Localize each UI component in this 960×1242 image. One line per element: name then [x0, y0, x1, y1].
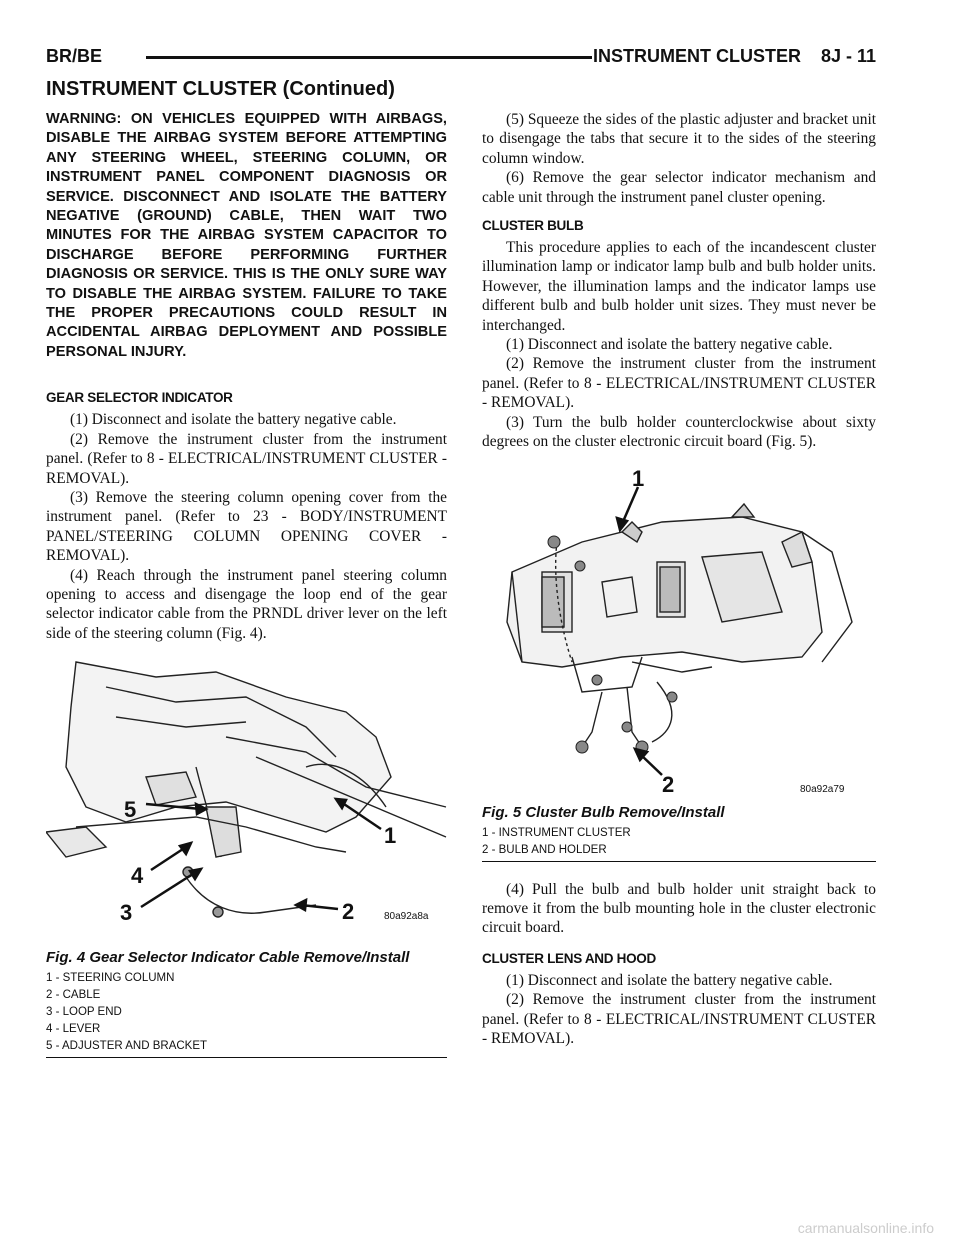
figure-4-caption: Fig. 4 Gear Selector Indicator Cable Remove/Install [46, 949, 410, 967]
callout-3: 3 [120, 900, 133, 926]
lens-step-1: (1) Disconnect and isolate the battery negative cable. [506, 971, 833, 989]
figure-5 [482, 462, 876, 862]
step-6: (6) Remove the gear selector indicator mechanism and cable unit through the instrument panel cluster opening. [482, 169, 876, 206]
header-model: BR/BE [46, 46, 103, 66]
legend-item: 3 - LOOP END [46, 1006, 122, 1019]
continued-title: INSTRUMENT CLUSTER (Continued) [46, 78, 395, 100]
legend-item: 2 - BULB AND HOLDER [482, 843, 607, 856]
section-title-cluster-bulb: CLUSTER BULB [482, 218, 584, 234]
section-title-gear-selector: GEAR SELECTOR INDICATOR [46, 390, 233, 406]
bulb-step-4: (4) Pull the bulb and bulb holder unit straight back to remove it from the bulb mounting hole in the cluster electronic circuit board. [482, 880, 876, 937]
page-header [46, 44, 876, 70]
legend-item: 4 - LEVER [46, 1023, 101, 1036]
site-watermark: carmanualsonline.info [797, 1220, 934, 1236]
legend-item: 5 - ADJUSTER AND BRACKET [46, 1040, 208, 1053]
callout-1: 1 [384, 823, 397, 849]
figure-4-legend [46, 970, 447, 1055]
step-1: (1) Disconnect and isolate the battery negative cable. [70, 411, 397, 429]
section-title-lens-hood: CLUSTER LENS AND HOOD [482, 950, 656, 966]
left-column [46, 110, 447, 1058]
lens-step-2: (2) Remove the instrument cluster from the instrument panel. (Refer to 8 - ELECTRICAL/INSTRUMENT CLUSTER - REMOVAL). [482, 991, 876, 1047]
airbag-warning: WARNING: ON VEHICLES EQUIPPED WITH AIRBAGS, DISABLE THE AIRBAG SYSTEM BEFORE ATTEMPTING ANY STEERING WHEEL, STEERING COLUMN, OR INSTRUMENT PANEL COMPONENT DIAGNOSIS OR SERVICE. DISCONNECT AND ISOLATE THE BATTERY NEGATIVE (GROUND) CABLE, THEN WAIT TWO MINUTES FOR THE AIRBAG SYSTEM CAPACITOR TO DISCHARGE BEFORE PERFORMING FURTHER DIAGNOSIS OR SERVICE. THIS IS THE ONLY SURE WAY TO DISABLE THE AIRBAG SYSTEM. FAILURE TO TAKE THE PROPER PRECAUTIONS COULD RESULT IN ACCIDENTAL AIRBAG DEPLOYMENT AND POSSIBLE PERSONAL INJURY. [46, 111, 447, 360]
figure-4 [46, 657, 447, 1058]
figure-5-rule [482, 861, 876, 862]
step-3: (3) Remove the steering column opening cover from the instrument panel. (Refer to 23 - BODY/INSTRUMENT PANEL/STEERING COLUMN OPENING COVER - REMOVAL). [46, 488, 447, 565]
step-5: (5) Squeeze the sides of the plastic adjuster and bracket unit to disengage the tabs that secure it to the sides of the steering column window. [482, 111, 876, 167]
gear-selector-illustration [46, 657, 447, 947]
bulb-step-3: (3) Turn the bulb holder counterclockwise about sixty degrees on the cluster electronic circuit board (Fig. 5). [482, 413, 876, 451]
step-4: (4) Reach through the instrument panel steering column opening to access and disengage the loop end of the gear selector indicator cable from the PRNDL driver lever on the left side of the steering column (Fig. 4). [46, 566, 447, 642]
callout-2: 2 [342, 899, 355, 925]
header-section-page: INSTRUMENT CLUSTER 8J - 11 [592, 46, 876, 66]
figure-5-code: 80a92a79 [800, 783, 845, 795]
callout-1: 1 [632, 465, 645, 491]
bulb-step-2: (2) Remove the instrument cluster from the instrument panel. (Refer to 8 - ELECTRICAL/INSTRUMENT CLUSTER - REMOVAL). [482, 355, 876, 412]
step-2: (2) Remove the instrument cluster from the instrument panel. (Refer to 8 - ELECTRICAL/INSTRUMENT CLUSTER - REMOVAL). [46, 430, 447, 487]
legend-item: 1 - INSTRUMENT CLUSTER [482, 826, 631, 839]
figure-5-legend [482, 825, 876, 859]
figure-5-caption: Fig. 5 Cluster Bulb Remove/Install [482, 803, 725, 821]
bulb-step-1: (1) Disconnect and isolate the battery negative cable. [506, 336, 833, 354]
legend-item: 2 - CABLE [46, 989, 101, 1002]
bulb-intro: This procedure applies to each of the incandescent cluster illumination lamp or indicator lamp bulb and bulb holder units. However, the illumination lamps and the indicator lamps use different bulb and bulb holder unit sizes. They must never be interchanged. [482, 239, 876, 334]
cluster-bulb-illustration [482, 462, 876, 802]
figure-4-code: 80a92a8a [384, 911, 429, 923]
callout-5: 5 [124, 797, 137, 823]
callout-2: 2 [662, 771, 675, 797]
callout-4: 4 [131, 863, 144, 889]
right-column [482, 110, 876, 1048]
header-rule [146, 56, 592, 59]
legend-item: 1 - STEERING COLUMN [46, 972, 175, 985]
figure-4-rule [46, 1057, 447, 1058]
